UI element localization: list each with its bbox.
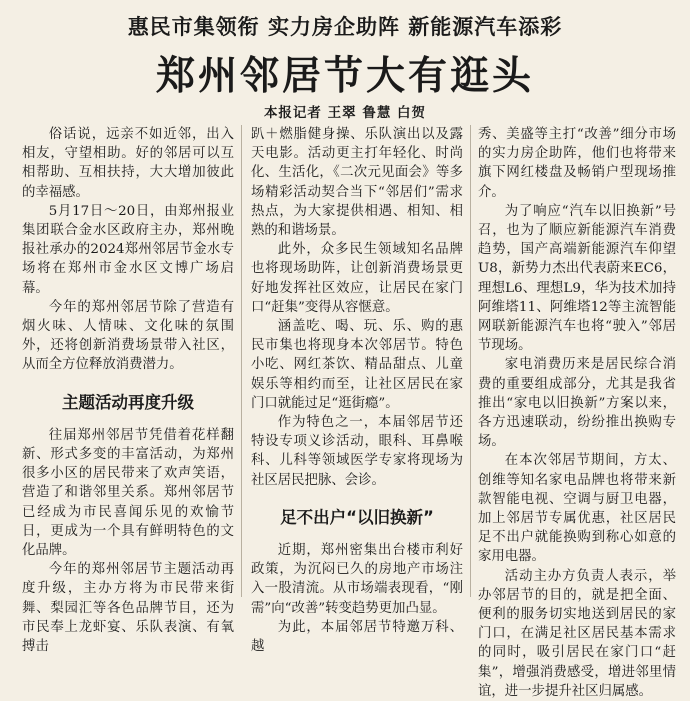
subheading: 主题活动再度升级 bbox=[62, 392, 194, 412]
article-column-3 bbox=[478, 125, 676, 699]
paragraph: 活动主办方负责人表示，举办邻居节的目的，就是把全面、便利的服务切实地送到居民的家门口，在满足社区居民基本需求的同时，吸引居民在家门口“赶集”，增强消费感受，增进邻里情谊，进一步提升社区归属感。 bbox=[478, 568, 676, 699]
kicker-headline: 惠民市集领衔 实力房企助阵 新能源汽车添彩 bbox=[127, 15, 563, 39]
paragraph: 今年的郑州邻居节主题活动再度升级，主办方将为市民带来街舞、梨园汇等各色品牌节目，还为市民奉上龙虾宴、乐队表演、有氧搏击 bbox=[22, 562, 234, 655]
paragraph: 秀、美盛等主打“改善”细分市场的实力房企助阵，他们也将带来旗下网红楼盘及畅销户型现场推介。 bbox=[478, 127, 676, 200]
paragraph: 今年的郑州邻居节除了营造有烟火味、人情味、文化味的氛围外，还将创新消费场景带入社区，从而全方位释放消费潜力。 bbox=[22, 299, 234, 373]
subheading: 足不出户“以旧换新” bbox=[280, 507, 434, 527]
paragraph: 往届郑州邻居节凭借着花样翻新、形式多变的丰富活动，为郑州很多小区的居民带来了欢声笑语，营造了和谐邻里关系。郑州邻居节已经成为市民喜闻乐见的欢愉节日，更成为一个具有鲜明特色的文化品牌。 bbox=[22, 427, 234, 559]
paragraph: 作为特色之一，本届邻居节还特设专项义诊活动，眼科、耳鼻喉科、儿科等领域医学专家将现场为社区居民把脉、会诊。 bbox=[251, 415, 463, 488]
column-divider bbox=[470, 125, 471, 597]
paragraph: 近期，郑州密集出台楼市利好政策，为沉闷已久的房地产市场注入一股清流。从市场端表现看，“刚需”向“改善”转变趋势更加凸显。 bbox=[251, 543, 463, 616]
main-headline: 郑州邻居节大有逛头 bbox=[155, 54, 534, 99]
paragraph: 俗话说，远亲不如近邻，出入相友，守望相助。好的邻居可以互相帮助、互相扶持，大大增加彼此的幸福感。 bbox=[22, 127, 234, 200]
paragraph: 在本次邻居节期间，方太、创维等知名家电品牌也将带来新款智能电视、空调与厨卫电器，加上邻居节专属优惠，社区居民足不出户就能换购到称心如意的家用电器。 bbox=[478, 453, 676, 565]
column-divider bbox=[241, 125, 242, 597]
byline: 本报记者 王翠 鲁慧 白贺 bbox=[263, 105, 427, 121]
article-column-2 bbox=[251, 125, 463, 655]
paragraph: 为此，本届邻居节特邀万科、越 bbox=[251, 619, 463, 655]
paragraph: 涵盖吃、喝、玩、乐、购的惠民市集也将现身本次邻居节。特色小吃、网红茶饮、精品甜点、儿童娱乐等相约而至，让社区居民在家门口就能过足“逛街瘾”。 bbox=[251, 319, 463, 411]
paragraph: 5月17日～20日，由郑州报业集团联合金水区政府主办，郑州晚报社承办的2024郑州邻居节金水专场将在郑州市金水区文博广场启幕。 bbox=[22, 203, 234, 296]
article-column-1 bbox=[22, 125, 234, 655]
paragraph: 此外，众多民生领域知名品牌也将现场助阵，让创新消费场景更好地发挥社区效应，让居民在家门口“赶集”变得从容惬意。 bbox=[251, 242, 463, 315]
paragraph: 趴＋燃脂健身操、乐队演出以及露天电影。活动更主打年轻化、时尚化、生活化，《二次元见面会》等多场精彩活动契合当下“邻居们”需求热点，为大家提供相遇、相知、相熟的和谐场景。 bbox=[251, 127, 463, 239]
paragraph: 为了响应“汽车以旧换新”号召，也为了顺应新能源汽车消费趋势，国产高端新能源汽车仰望U8，新势力杰出代表蔚来EC6，理想L6、理想L9，华为技术加持阿维塔11、阿维塔12等主流智能网联新能源汽车也将“驶入”邻居节现场。 bbox=[478, 203, 676, 354]
paragraph: 家电消费历来是居民综合消费的重要组成部分，尤其是我省推出“家电以旧换新”方案以来，各方迅速联动，纷纷推出换购专场。 bbox=[478, 357, 676, 450]
